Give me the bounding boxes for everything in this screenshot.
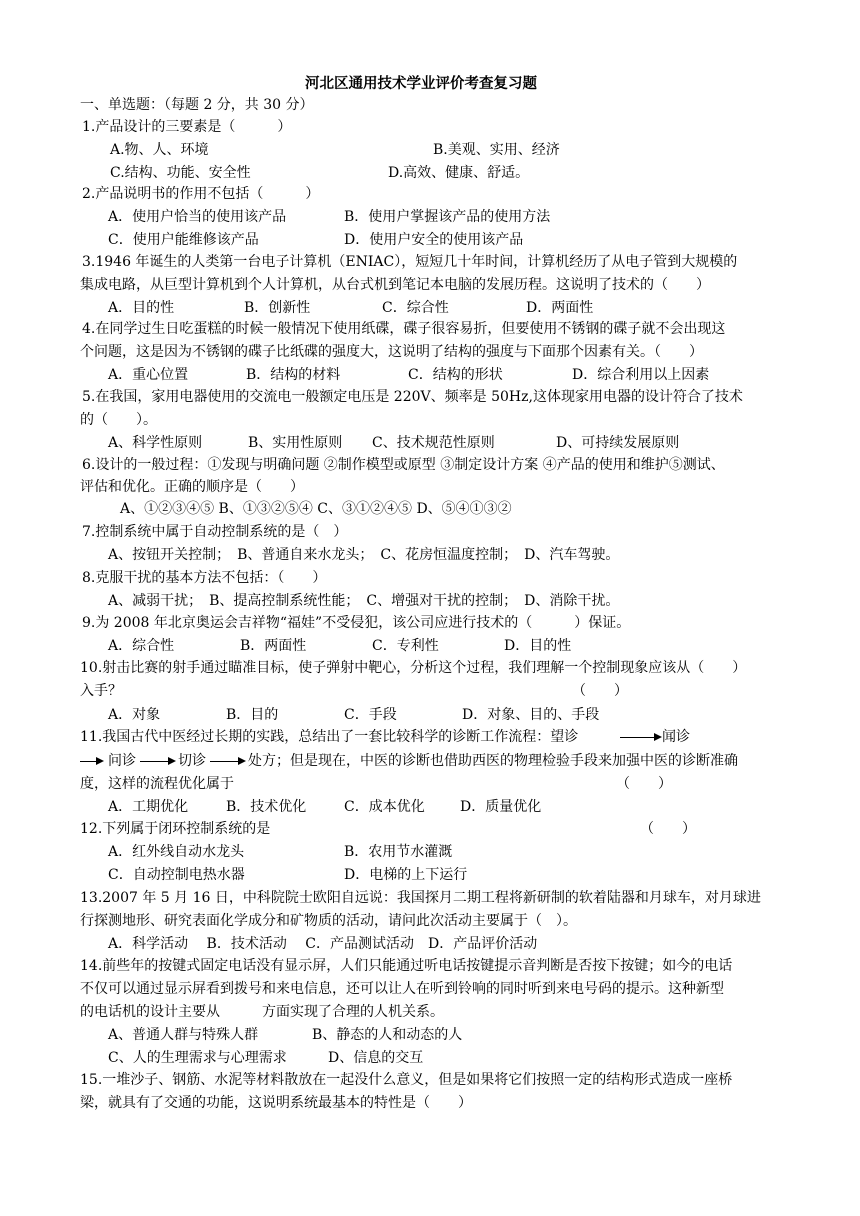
- question-15-line-2: 梁，就具有了交通的功能，这说明系统最基本的特性是（ ）: [80, 1095, 472, 1111]
- question-3-option-d: D．两面性: [526, 300, 594, 316]
- question-11-option-a: A．工期优化: [108, 799, 189, 815]
- question-2-option-c: C．使用户能维修该产品: [108, 232, 259, 248]
- question-12-stem: 12.下列属于闭环控制系统的是: [80, 821, 271, 837]
- question-5-option-b: B、实用性原则: [248, 435, 343, 451]
- question-1-option-c: C.结构、功能、安全性: [110, 165, 251, 181]
- question-14-option-a: A、普通人群与特殊人群: [108, 1027, 259, 1043]
- question-10-option-b: B．目的: [226, 707, 279, 723]
- question-11-answer-paren: （ ）: [616, 776, 672, 792]
- question-10-line-1: 10.射击比赛的射手通过瞄准目标，使子弹射中靶心，分析这个过程，我们理解一个控制现象应该从（ ）: [80, 660, 747, 676]
- question-6-line-2: 评估和优化。正确的顺序是（ ）: [80, 479, 304, 495]
- question-9-option-a: A．综合性: [108, 638, 175, 654]
- section-heading: 一、单选题：（每题 2 分，共 30 分）: [80, 97, 314, 113]
- question-11-step-wen: 闻诊: [662, 729, 690, 745]
- question-4-line-1: 4.在同学过生日吃蛋糕的时候一般情况下使用纸碟，碟子很容易折，但要使用不锈钢的碟子就不会出现这: [82, 321, 726, 337]
- question-4-option-b: B．结构的材料: [246, 367, 341, 383]
- question-11-option-c: C．成本优化: [344, 799, 425, 815]
- question-12-option-a: A．红外线自动水龙头: [108, 844, 245, 860]
- question-3-option-c: C．综合性: [382, 300, 449, 316]
- flow-arrow-icon: [80, 761, 102, 762]
- question-2-option-b: B．使用户掌握该产品的使用方法: [344, 209, 551, 225]
- question-11-option-d: D．质量优化: [460, 799, 542, 815]
- question-10-option-d: D．对象、目的、手段: [462, 707, 600, 723]
- question-5-option-d: D、可持续发展原则: [556, 435, 680, 451]
- question-4-option-c: C．结构的形状: [408, 367, 503, 383]
- question-11-step-qie: 切诊: [178, 753, 206, 769]
- question-14-line-1: 14.前些年的按键式固定电话没有显示屏，人们只能通过听电话按键提示音判断是否按下按键；如今的电话: [80, 958, 733, 974]
- question-3-option-a: A．目的性: [108, 300, 175, 316]
- question-5-option-c: C、技术规范性原则: [372, 435, 495, 451]
- question-11-option-b: B．技术优化: [226, 799, 307, 815]
- question-8-options: A、减弱干扰； B、提高控制系统性能； C、增强对干扰的控制； D、消除干扰。: [108, 593, 620, 609]
- question-1-option-b: B.美观、实用、经济: [433, 142, 560, 158]
- page-title: 河北区通用技术学业评价考查复习题: [305, 75, 537, 92]
- question-6-options: A、①②③④⑤ B、①③②⑤④ C、③①②④⑤ D、⑤④①③②: [120, 501, 512, 517]
- question-2-option-a: A．使用户恰当的使用该产品: [108, 209, 287, 225]
- question-2-option-d: D．使用户安全的使用该产品: [344, 232, 524, 248]
- question-3-line-1: 3.1946 年诞生的人类第一台电子计算机（ENIAC），短短几十年时间，计算机经历了从电子管到大规模的: [82, 254, 738, 270]
- question-3-line-2: 集成电路，从巨型计算机到个人计算机，从台式机到笔记本电脑的发展历程。这说明了技术的（ ）: [80, 277, 710, 293]
- question-10-option-a: A．对象: [108, 707, 161, 723]
- question-2-stem: 2.产品说明书的作用不包括（ ）: [82, 186, 320, 202]
- question-14-option-d: D、信息的交互: [328, 1050, 424, 1066]
- question-9-option-c: C．专利性: [372, 638, 439, 654]
- question-11-line-2-rest: 处方；但是现在，中医的诊断也借助西医的物理检验手段来加强中医的诊断准确: [248, 753, 738, 769]
- question-11-line-1: 11.我国古代中医经过长期的实践，总结出了一套比较科学的诊断工作流程：望诊: [80, 729, 579, 745]
- question-5-line-2: 的（ ）。: [80, 412, 157, 428]
- question-8-stem: 8.克服干扰的基本方法不包括：（ ）: [82, 570, 327, 586]
- question-6-line-1: 6.设计的一般过程：①发现与明确问题 ②制作模型或原型 ③制定设计方案 ④产品的使用和维护⑤测试、: [82, 457, 725, 473]
- question-7-options: A、按钮开关控制； B、普通自来水龙头； C、花房恒温度控制； D、汽车驾驶。: [108, 547, 620, 563]
- question-4-option-d: D．综合利用以上因素: [572, 367, 710, 383]
- question-1-option-d: D.高效、健康、舒适。: [388, 165, 530, 181]
- question-5-line-1: 5.在我国，家用电器使用的交流电一般额定电压是 220V、频率是 50Hz,这体现家用电器的设计符合了技术: [82, 389, 743, 405]
- flow-arrow-icon: [210, 761, 244, 762]
- question-14-option-c: C、人的生理需求与心理需求: [108, 1050, 287, 1066]
- question-11-line-3: 度，这样的流程优化属于: [80, 776, 234, 792]
- question-1-option-a: A.物、人、环境: [110, 142, 209, 158]
- question-14-line-2: 不仅可以通过显示屏看到拨号和来电信息，还可以让人在听到铃响的同时听到来电号码的提示。这种新型: [80, 981, 724, 997]
- question-3-option-b: B．创新性: [244, 300, 311, 316]
- question-10-answer-paren: （ ）: [572, 683, 628, 699]
- question-13-line-2: 行探测地形、研究表面化学成分和矿物质的活动，请问此次活动主要属于（ ）。: [80, 913, 577, 929]
- question-11-step-wen2: 问诊: [108, 753, 136, 769]
- question-13-line-1: 13.2007 年 5 月 16 日，中科院院士欧阳自远说：我国探月二期工程将新研制的软着陆器和月球车，对月球进: [80, 890, 761, 906]
- question-14-option-b: B、静态的人和动态的人: [312, 1027, 463, 1043]
- flow-arrow-icon: [140, 761, 174, 762]
- question-10-option-c: C．手段: [344, 707, 397, 723]
- question-12-option-c: C．自动控制电热水器: [108, 867, 245, 883]
- question-12-option-b: B．农用节水灌溉: [344, 844, 453, 860]
- question-5-option-a: A、科学性原则: [108, 435, 203, 451]
- question-1-stem: 1.产品设计的三要素是（ ）: [82, 119, 292, 135]
- question-4-option-a: A．重心位置: [108, 367, 189, 383]
- question-12-option-d: D．电梯的上下运行: [344, 867, 468, 883]
- question-10-line-2: 入手？: [80, 683, 122, 699]
- question-14-line-3: 的电话机的设计主要从 方面实现了合理的人机关系。: [80, 1004, 444, 1020]
- question-12-answer-paren: （ ）: [640, 821, 696, 837]
- flow-arrow-icon: [620, 737, 660, 738]
- question-4-line-2: 个问题，这是因为不锈钢的碟子比纸碟的强度大，这说明了结构的强度与下面那个因素有关。（ ）: [80, 344, 703, 360]
- question-9-option-b: B．两面性: [240, 638, 307, 654]
- question-9-option-d: D．目的性: [504, 638, 572, 654]
- question-7-stem: 7.控制系统中属于自动控制系统的是（ ）: [82, 524, 348, 540]
- question-15-line-1: 15.一堆沙子、钢筋、水泥等材料散放在一起没什么意义，但是如果将它们按照一定的结构形式造成一座桥: [80, 1072, 733, 1088]
- question-9-stem: 9.为 2008 年北京奥运会吉祥物“福娃”不受侵犯，该公司应进行技术的（ ）保证。: [82, 615, 631, 631]
- question-13-options: A．科学活动 B．技术活动 C．产品测试活动 D．产品评价活动: [108, 936, 538, 952]
